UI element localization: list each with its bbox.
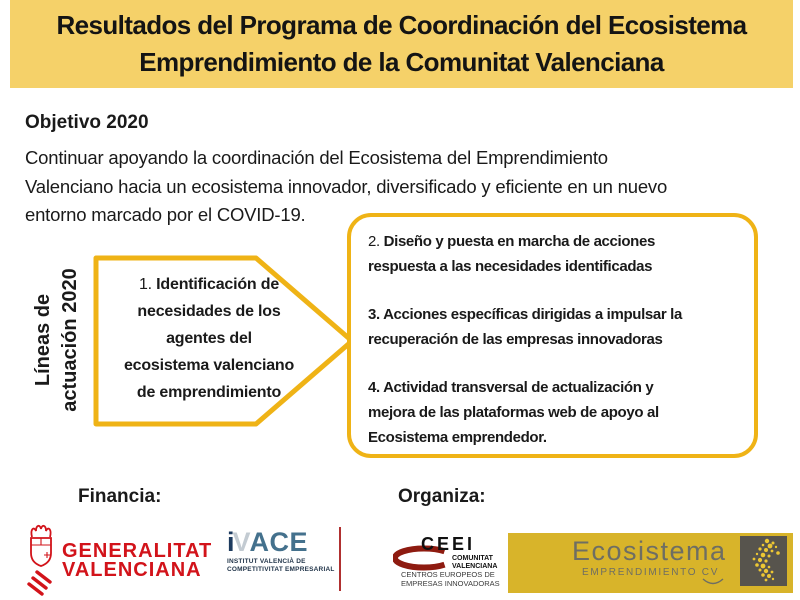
arrow-item-text — [95, 271, 323, 406]
arrow-item-line-4: ecosistema valenciano — [123, 357, 295, 374]
action-item-2: 2. Diseño y puesta en marcha de acciones respuesta a las necesidades identificadas — [368, 233, 655, 275]
arrow-item-line-1: 1. Identificación de — [138, 276, 280, 293]
action-item-4-number: 4. — [368, 379, 380, 396]
ceei-logo — [393, 536, 508, 592]
ecosistema-wordmark: Ecosistema — [572, 536, 727, 566]
ceei-wordmark: CEEI — [421, 534, 476, 554]
ecosistema-logo — [508, 533, 793, 593]
title-band — [10, 0, 793, 88]
cv-smile-icon — [701, 578, 725, 587]
ceei-region-text: COMUNITAT VALENCIANA — [452, 555, 498, 570]
gva-logo-text — [62, 542, 212, 580]
action-item-3-number: 3. — [368, 306, 380, 323]
lines-of-action-label — [30, 245, 84, 435]
actions-box — [347, 213, 758, 458]
gva-coat-of-arms-icon — [23, 522, 59, 598]
arrow-item-line-3: agentes del — [166, 330, 252, 347]
slide-title-line2: Emprendimiento de la Comunitat Valenciana — [139, 47, 664, 77]
action-item-4: 4. Actividad transversal de actualización y mejora de las plataformas web de apoyo al Ecosistema emprendedor. — [368, 379, 659, 446]
lines-of-action-label-line1: Líneas de — [32, 293, 54, 387]
cv-region-dots-icon — [740, 536, 787, 586]
objective-heading: Objetivo 2020 — [25, 112, 149, 133]
ceei-description-text: CENTROS EUROPEOS DE EMPRESAS INNOVADORAS — [401, 570, 500, 588]
objective-line-1: Continuar apoyando la coordinación del Ecosistema del Emprendimiento — [25, 147, 608, 168]
gva-logo-line1: GENERALITAT — [62, 540, 213, 562]
slide-title-line1: Resultados del Programa de Coordinación del Ecosistema — [56, 10, 747, 40]
ivace-subtitle: INSTITUT VALENCIÀ DE COMPETITIVITAT EMPRESARIAL — [227, 558, 335, 573]
action-item-2-number: 2. — [368, 233, 380, 250]
objective-line-2: Valenciano hacia un ecosistema innovador, diversificado y eficiente en un nuevo — [25, 175, 668, 197]
arrow-item-line-5: de emprendimiento — [136, 384, 282, 401]
ecosistema-subtitle: EMPRENDIMIENTO CV — [582, 567, 720, 578]
ivace-wordmark: iVACE — [227, 527, 309, 557]
logo-divider — [339, 527, 341, 591]
lines-of-action-label-line2: actuación 2020 — [59, 268, 81, 412]
objective-line-3: entorno marcado por el COVID-19. — [25, 204, 306, 225]
ivace-logo — [227, 529, 335, 574]
arrow-item-line-2: necesidades de los — [137, 303, 281, 320]
gva-logo-line2: VALENCIANA — [62, 559, 202, 581]
arrow-item-number: 1. — [138, 276, 152, 293]
action-item-3: 3. Acciones específicas dirigidas a impulsar la recuperación de las empresas innovadoras — [368, 306, 682, 348]
financia-label: Financia: — [78, 486, 162, 507]
organiza-label: Organiza: — [398, 486, 486, 507]
